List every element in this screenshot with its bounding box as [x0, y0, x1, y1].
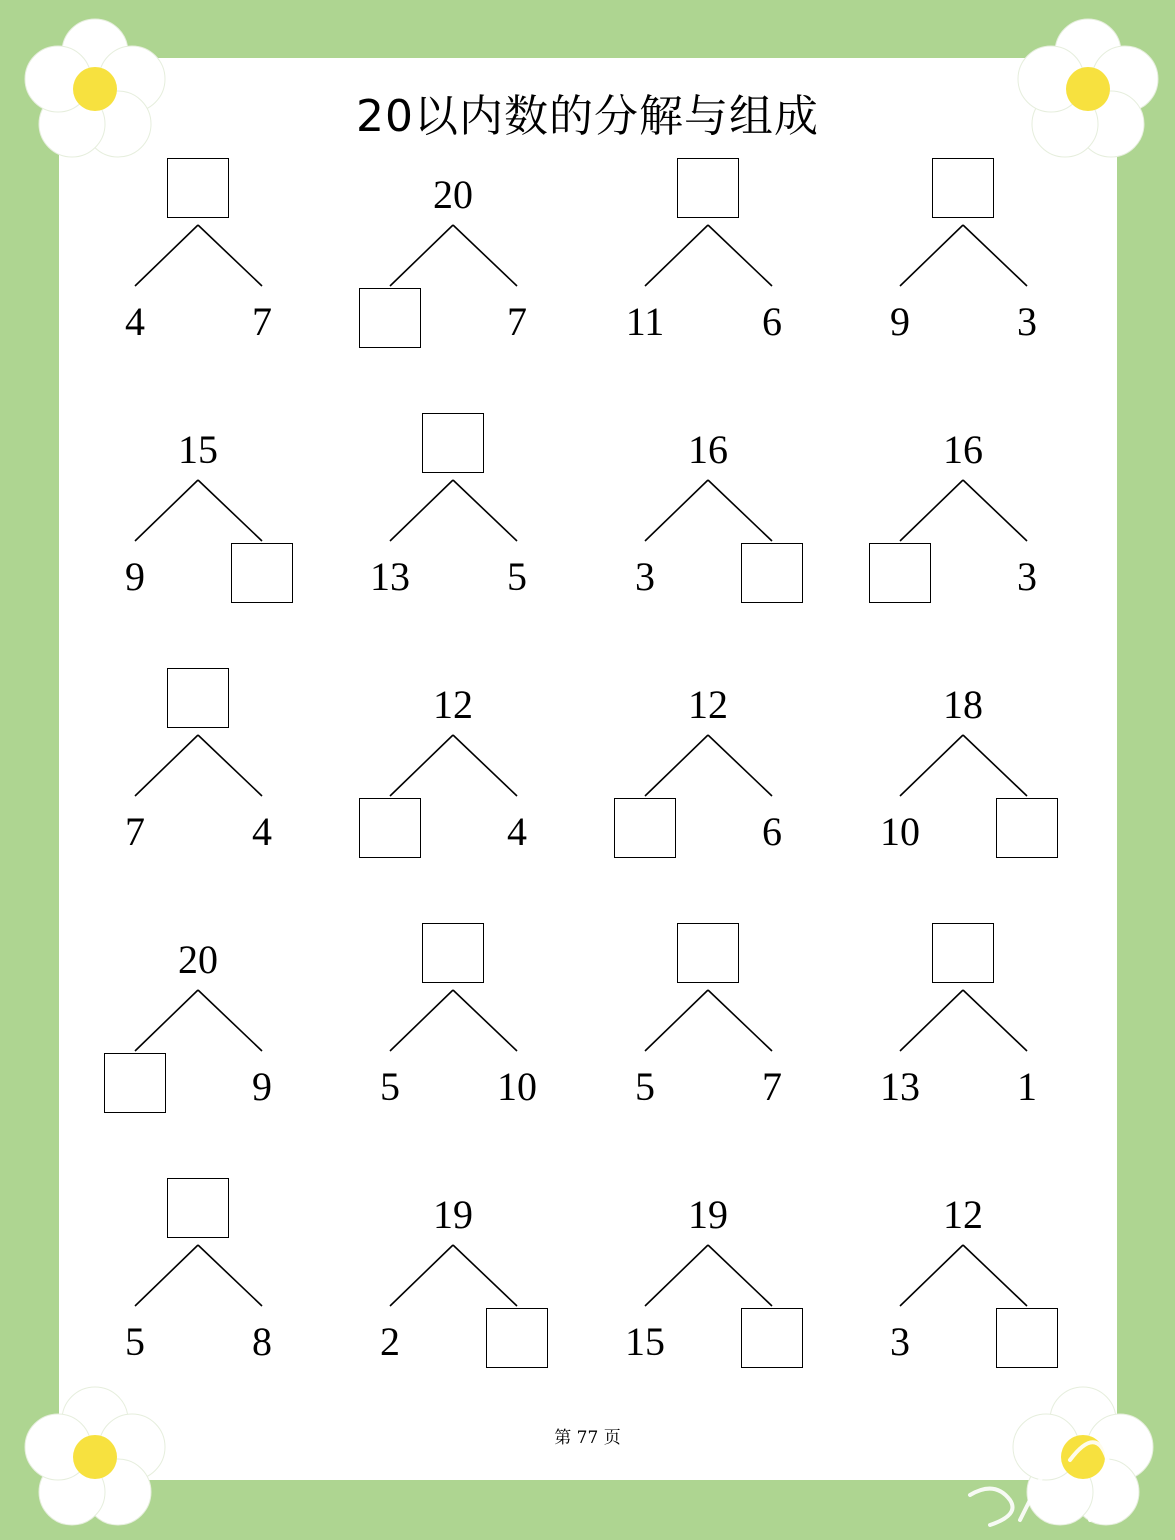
- part-right-answer-box[interactable]: [741, 1308, 803, 1368]
- part-right-number: 6: [762, 299, 782, 344]
- bond-line: [390, 480, 453, 541]
- part-right-number: 8: [252, 1319, 272, 1364]
- whole-answer-box[interactable]: [167, 158, 229, 218]
- number-bond-problem: [325, 158, 580, 413]
- part-left-number: 13: [880, 1064, 920, 1109]
- bond-line: [708, 990, 772, 1051]
- part-right-answer-box[interactable]: [996, 1308, 1058, 1368]
- whole-answer-box[interactable]: [167, 1178, 229, 1238]
- part-left-number: 5: [125, 1319, 145, 1364]
- part-left-number: 10: [880, 809, 920, 854]
- bond-line: [645, 480, 708, 541]
- whole-answer-box[interactable]: [677, 923, 739, 983]
- whole-number: 16: [943, 427, 983, 472]
- number-bond-problem: [580, 668, 835, 923]
- part-right-answer-box[interactable]: [486, 1308, 548, 1368]
- number-bond-problem: [580, 158, 835, 413]
- bond-line: [900, 225, 963, 286]
- part-left-number: 3: [890, 1319, 910, 1364]
- whole-number: 20: [433, 172, 473, 217]
- part-right-answer-box[interactable]: [996, 798, 1058, 858]
- number-bond-problem: [835, 923, 1090, 1178]
- part-left-number: 5: [380, 1064, 400, 1109]
- whole-number: 19: [433, 1192, 473, 1237]
- whole-answer-box[interactable]: [677, 158, 739, 218]
- number-bond-problem: [835, 668, 1090, 923]
- bond-line: [708, 1245, 772, 1306]
- number-bond-problem: [325, 413, 580, 668]
- part-left-number: 2: [380, 1319, 400, 1364]
- bond-line: [645, 990, 708, 1051]
- part-right-number: 9: [252, 1064, 272, 1109]
- part-left-answer-box[interactable]: [869, 543, 931, 603]
- bond-line: [963, 480, 1027, 541]
- bond-line: [135, 735, 198, 796]
- number-bond-problem: [835, 1178, 1090, 1433]
- part-right-number: 1: [1017, 1064, 1037, 1109]
- whole-number: 16: [688, 427, 728, 472]
- whole-number: 19: [688, 1192, 728, 1237]
- number-bond-problem: [325, 923, 580, 1178]
- bond-line: [135, 1245, 198, 1306]
- bond-line: [645, 1245, 708, 1306]
- bond-line: [390, 990, 453, 1051]
- part-left-number: 11: [625, 299, 665, 344]
- part-right-number: 10: [497, 1064, 537, 1109]
- part-left-number: 3: [635, 554, 655, 599]
- worksheet-title: 20以内数的分解与组成: [356, 91, 819, 142]
- bond-line: [453, 1245, 517, 1306]
- part-left-answer-box[interactable]: [104, 1053, 166, 1113]
- part-right-number: 4: [507, 809, 527, 854]
- bond-line: [453, 735, 517, 796]
- bond-line: [900, 735, 963, 796]
- bond-line: [135, 990, 198, 1051]
- part-right-answer-box[interactable]: [231, 543, 293, 603]
- whole-number: 15: [178, 427, 218, 472]
- bond-line: [135, 480, 198, 541]
- bond-line: [963, 990, 1027, 1051]
- bond-line: [198, 990, 262, 1051]
- part-right-number: 7: [252, 299, 272, 344]
- bond-line: [645, 225, 708, 286]
- part-right-number: 5: [507, 554, 527, 599]
- part-right-answer-box[interactable]: [741, 543, 803, 603]
- number-bond-problem: [325, 1178, 580, 1433]
- bond-line: [645, 735, 708, 796]
- number-bond-problem: [70, 413, 325, 668]
- part-left-number: 9: [890, 299, 910, 344]
- number-bond-problem: [325, 668, 580, 923]
- bond-line: [900, 990, 963, 1051]
- part-left-number: 13: [370, 554, 410, 599]
- whole-answer-box[interactable]: [932, 158, 994, 218]
- part-right-number: 4: [252, 809, 272, 854]
- bond-line: [390, 735, 453, 796]
- bond-line: [135, 225, 198, 286]
- part-left-answer-box[interactable]: [359, 288, 421, 348]
- whole-answer-box[interactable]: [422, 413, 484, 473]
- bond-line: [198, 225, 262, 286]
- whole-number: 12: [688, 682, 728, 727]
- part-right-number: 3: [1017, 299, 1037, 344]
- whole-answer-box[interactable]: [167, 668, 229, 728]
- part-right-number: 6: [762, 809, 782, 854]
- whole-answer-box[interactable]: [422, 923, 484, 983]
- bond-line: [963, 735, 1027, 796]
- number-bond-problem: [580, 923, 835, 1178]
- part-right-number: 7: [762, 1064, 782, 1109]
- part-right-number: 7: [507, 299, 527, 344]
- part-left-answer-box[interactable]: [359, 798, 421, 858]
- part-left-number: 4: [125, 299, 145, 344]
- bond-line: [390, 1245, 453, 1306]
- whole-number: 20: [178, 937, 218, 982]
- part-left-number: 15: [625, 1319, 665, 1364]
- number-bond-problem: [580, 1178, 835, 1433]
- number-bond-problem: [580, 413, 835, 668]
- bond-line: [900, 480, 963, 541]
- bond-line: [708, 735, 772, 796]
- bond-line: [453, 225, 517, 286]
- whole-answer-box[interactable]: [932, 923, 994, 983]
- bond-line: [708, 480, 772, 541]
- bond-line: [900, 1245, 963, 1306]
- bond-line: [708, 225, 772, 286]
- part-left-answer-box[interactable]: [614, 798, 676, 858]
- number-bond-problem: [70, 1178, 325, 1433]
- number-bond-problem: [835, 413, 1090, 668]
- number-bond-problem: [70, 923, 325, 1178]
- whole-number: 12: [433, 682, 473, 727]
- whole-number: 12: [943, 1192, 983, 1237]
- part-left-number: 5: [635, 1064, 655, 1109]
- bond-line: [198, 1245, 262, 1306]
- part-right-number: 3: [1017, 554, 1037, 599]
- part-left-number: 9: [125, 554, 145, 599]
- bond-line: [453, 480, 517, 541]
- bond-line: [963, 225, 1027, 286]
- bond-line: [963, 1245, 1027, 1306]
- part-left-number: 7: [125, 809, 145, 854]
- number-bond-problem: [70, 668, 325, 923]
- bond-line: [390, 225, 453, 286]
- number-bond-problem: [835, 158, 1090, 413]
- number-bond-problem: [70, 158, 325, 413]
- bond-line: [453, 990, 517, 1051]
- bond-line: [198, 735, 262, 796]
- page-number: 第 77 页: [554, 1428, 621, 1448]
- whole-number: 18: [943, 682, 983, 727]
- bond-line: [198, 480, 262, 541]
